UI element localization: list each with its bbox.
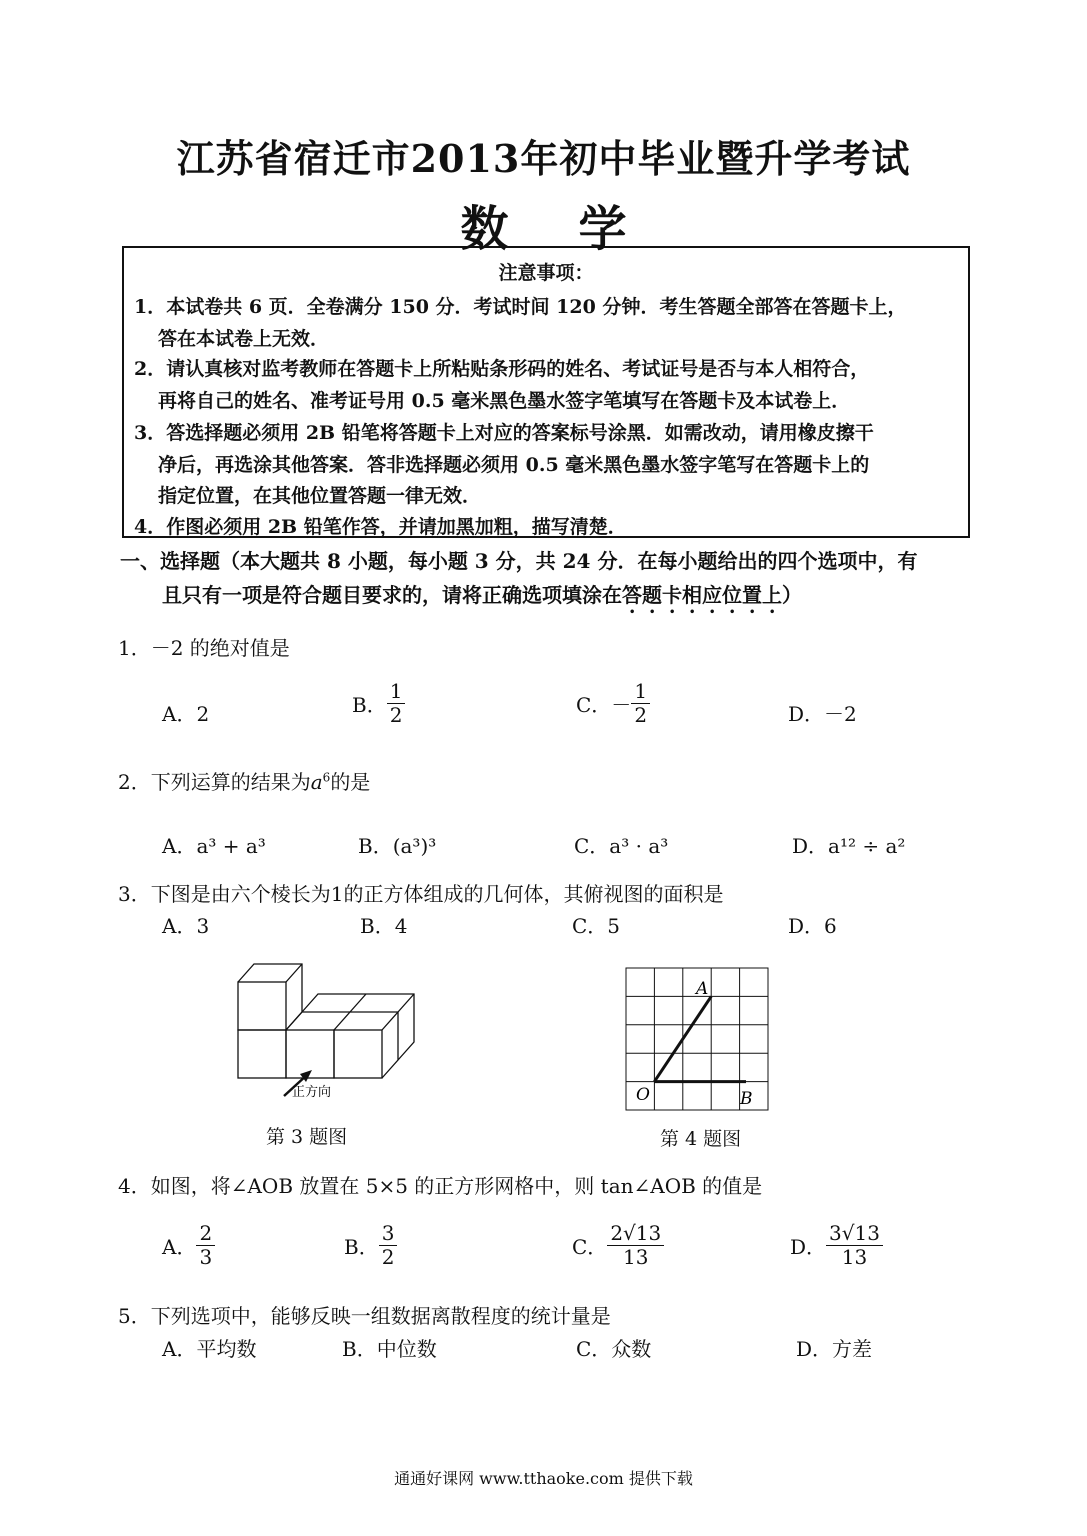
q4-option-b <box>344 1222 397 1269</box>
notice-line-3c: 指定位置，在其他位置答题一律无效． <box>158 485 482 507</box>
q2-stem-b: 的是 <box>330 770 371 794</box>
q2-stem-a: 2．下列运算的结果为 <box>118 770 311 794</box>
q1-option-a: A．2 <box>162 702 210 726</box>
section-heading-text: 且只有一项是符合题目要求的，请将正确选项填涂在 <box>162 583 622 607</box>
q4-a-label: A． <box>162 1235 197 1259</box>
q4-a-den: 3 <box>199 1245 213 1269</box>
q4-b-label: B． <box>344 1235 379 1259</box>
q4-option-d <box>790 1222 883 1269</box>
exam-title: 江苏省宿迁市2013年初中毕业暨升学考试 <box>176 136 911 181</box>
q1-b-label: B． <box>352 693 387 717</box>
q1-option-b <box>352 680 405 727</box>
q1-option-c <box>576 680 650 727</box>
q1-stem: 1．－2 的绝对值是 <box>118 636 290 660</box>
notice-line-1: 1．本试卷共 6 页．全卷满分 150 分．考试时间 120 分钟．考生答题全部答在答题卡上， <box>134 296 907 318</box>
q3-option-c: C．5 <box>572 914 621 938</box>
section-heading-emphasis: 答题卡相应位置上 <box>622 583 782 607</box>
q4-d-label: D． <box>790 1235 827 1259</box>
q2-stem <box>118 766 370 795</box>
q3-stem: 3．下图是由六个棱长为1的正方体组成的几何体，其俯视图的面积是 <box>118 882 724 906</box>
label-b: B <box>740 1089 753 1109</box>
subject-title: 数学 <box>460 201 697 257</box>
label-o: O <box>636 1085 650 1105</box>
q4-d-num: 3√13 <box>826 1222 883 1246</box>
q4-c-num: 2√13 <box>607 1222 664 1246</box>
q2-option-a: A．a³ + a³ <box>162 834 266 858</box>
q1-c-den: 2 <box>634 703 648 727</box>
q2-stem-exp: 6 <box>322 770 331 785</box>
q5-stem: 5．下列选项中，能够反映一组数据离散程度的统计量是 <box>118 1304 611 1328</box>
notice-line-4: 4．作图必须用 2B 铅笔作答，并请加黑加粗，描写清楚． <box>134 516 627 538</box>
q5-option-d: D．方差 <box>796 1337 873 1361</box>
q1-option-d: D．－2 <box>788 702 857 726</box>
section-heading-cont <box>162 579 802 618</box>
q1-b-den: 2 <box>389 703 403 727</box>
section-heading: 一、选择题（本大题共 8 小题，每小题 3 分，共 24 分．在每小题给出的四个选项中，有 <box>120 549 918 573</box>
page-footer: 通通好课网 www.tthaoke.com 提供下载 <box>394 1469 693 1488</box>
q3-option-b: B．4 <box>360 914 408 938</box>
notice-line-2b: 再将自己的姓名、准考证号用 0.5 毫米黑色墨水签字笔填写在答题卡及本试卷上． <box>158 390 851 412</box>
q4-option-a <box>162 1222 215 1269</box>
q4-b-fraction <box>379 1222 398 1269</box>
notice-line-1b: 答在本试卷上无效． <box>158 328 330 350</box>
q4-c-label: C． <box>572 1235 608 1259</box>
q4-b-num: 3 <box>379 1222 398 1246</box>
q5-option-a: A．平均数 <box>162 1337 257 1361</box>
q1-c-num: 1 <box>631 680 650 704</box>
q3-option-d: D．6 <box>788 914 837 938</box>
q1-b-num: 1 <box>387 680 406 704</box>
notice-line-3b: 净后，再选涂其他答案．答非选择题必须用 0.5 毫米黑色墨水签字笔写在答题卡上的 <box>158 454 870 476</box>
q4-option-c <box>572 1222 664 1269</box>
q4-a-num: 2 <box>196 1222 215 1246</box>
arrow-label: 正方向 <box>292 1084 332 1099</box>
notice-line-2: 2．请认真核对监考教师在答题卡上所粘贴条形码的姓名、考试证号是否与本人相符合， <box>134 358 870 380</box>
q5-option-c: C．众数 <box>576 1337 652 1361</box>
figure-3-caption: 第 3 题图 <box>266 1126 348 1148</box>
q4-a-fraction <box>196 1222 215 1269</box>
q1-c-label: C．－ <box>576 693 632 717</box>
notice-line-3: 3．答选择题必须用 2B 铅笔将答题卡上对应的答案标号涂黑．如需改动，请用橡皮擦干 <box>134 422 874 444</box>
q4-stem: 4．如图，将∠AOB 放置在 5×5 的正方形网格中，则 tan∠AOB 的值是 <box>118 1174 763 1198</box>
q4-d-den: 13 <box>841 1245 868 1269</box>
figure-3-cubes <box>228 956 428 1104</box>
notice-box <box>122 246 970 538</box>
q4-c-fraction <box>607 1222 664 1269</box>
q1-c-fraction <box>631 680 650 727</box>
section-heading-close: ） <box>782 583 802 607</box>
figure-4-caption: 第 4 题图 <box>660 1128 742 1150</box>
q4-b-den: 2 <box>381 1245 395 1269</box>
figure-4-grid <box>620 964 780 1114</box>
q2-option-b: B．(a³)³ <box>358 834 437 858</box>
label-a: A <box>696 979 709 999</box>
q2-option-d: D．a¹² ÷ a² <box>792 834 906 858</box>
q4-c-den: 13 <box>623 1245 649 1269</box>
q5-option-b: B．中位数 <box>342 1337 437 1361</box>
q2-option-c: C．a³ · a³ <box>574 834 669 858</box>
q2-stem-var: a <box>310 770 323 794</box>
q4-d-fraction <box>826 1222 883 1269</box>
notice-title: 注意事项： <box>498 262 594 284</box>
q3-option-a: A．3 <box>162 914 210 938</box>
q1-b-fraction <box>387 680 406 727</box>
